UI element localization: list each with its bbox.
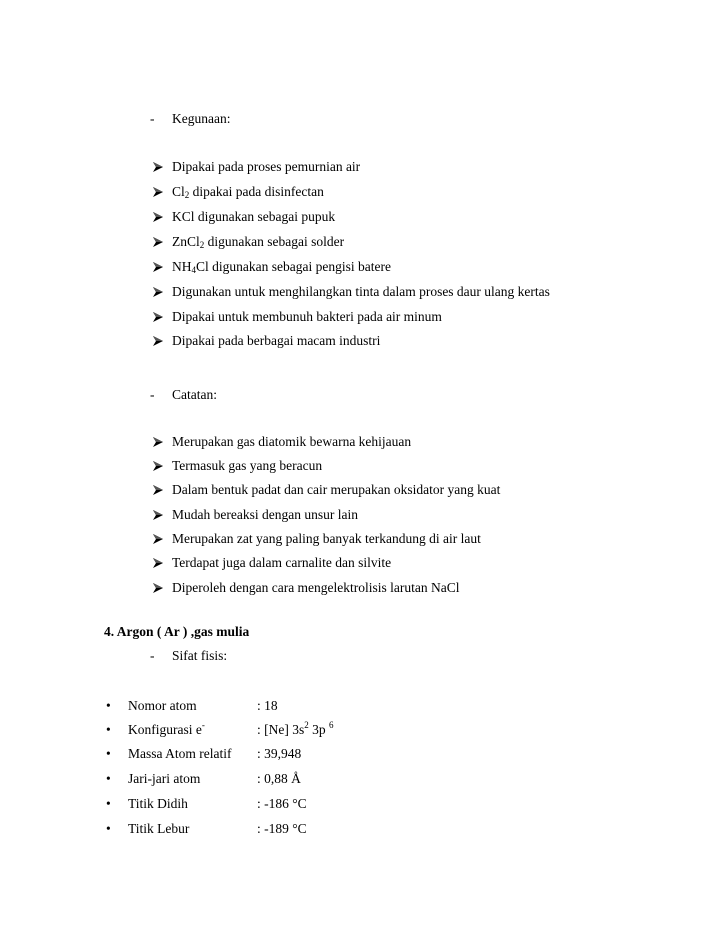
bullet-icon: • <box>106 746 111 761</box>
list-item-text <box>172 309 442 325</box>
property-label <box>128 771 200 787</box>
arrow-bullet-icon <box>152 507 166 523</box>
arrow-bullet-icon <box>152 259 166 275</box>
property-value <box>257 746 301 762</box>
bullet-icon: • <box>106 821 111 836</box>
text-part: ZnCl <box>172 234 200 249</box>
list-item-text <box>172 159 360 175</box>
arrow-bullet-icon <box>152 184 166 200</box>
arrow-bullet-icon <box>152 531 166 547</box>
label-text: Nomor atom <box>128 698 197 713</box>
subscript: 4 <box>191 265 196 275</box>
arrow-bullet-icon <box>152 309 166 325</box>
subscript: 2 <box>199 240 205 250</box>
superscript: 2 <box>304 720 309 730</box>
list-item-text: Mudah bereaksi dengan unsur lain <box>172 507 358 522</box>
list-item-text: Merupakan gas diatomik bewarna kehijauan <box>172 434 412 449</box>
text-part: Dipakai pada proses pemurnian air <box>172 159 361 174</box>
list-item-text <box>172 284 550 300</box>
sifat-fisis-label: Sifat fisis: <box>172 648 228 663</box>
arrow-bullet-icon <box>152 458 166 474</box>
arrow-bullet-icon <box>152 284 166 300</box>
dash-marker: - <box>150 387 155 402</box>
property-value <box>257 722 334 738</box>
property-value <box>257 821 307 837</box>
value-text: : 0,88 Å <box>257 771 301 786</box>
value-text: 3p <box>308 722 329 737</box>
list-item-text <box>172 184 324 200</box>
text-part: dipakai pada disinfectan <box>189 184 324 199</box>
bullet-icon: • <box>106 722 111 737</box>
text-part: Cl digunakan sebagai pengisi batere <box>196 259 391 274</box>
list-item-text: Dalam bentuk padat dan cair merupakan oksidator yang kuat <box>172 482 501 497</box>
superscript: 6 <box>329 720 334 730</box>
bullet-icon: • <box>106 796 111 811</box>
list-item-text: Terdapat juga dalam carnalite dan silvite <box>172 555 392 570</box>
label-text: Titik Didih <box>128 796 188 811</box>
property-value <box>257 698 278 714</box>
value-text: : 18 <box>257 698 278 713</box>
superscript: - <box>201 720 205 730</box>
property-label <box>128 796 188 812</box>
text-part: Dipakai untuk membunuh bakteri pada air minum <box>172 309 442 324</box>
dash-marker: - <box>150 648 155 663</box>
list-item-text <box>172 259 391 275</box>
arrow-bullet-icon <box>152 209 166 225</box>
value-text: : -189 °C <box>257 821 307 836</box>
text-part: KCl digunakan sebagai pupuk <box>172 209 336 224</box>
property-label <box>128 746 231 762</box>
arrow-bullet-icon <box>152 482 166 498</box>
list-item-text <box>172 333 380 349</box>
property-label <box>128 821 189 837</box>
list-item-text: Merupakan zat yang paling banyak terkandung di air laut <box>172 531 481 546</box>
property-value <box>257 796 307 812</box>
label-text: Titik Lebur <box>128 821 190 836</box>
catatan-label: Catatan: <box>172 387 217 402</box>
property-label <box>128 698 197 714</box>
list-item-text: Diperoleh dengan cara mengelektrolisis larutan NaCl <box>172 580 460 595</box>
list-item-text: Termasuk gas yang beracun <box>172 458 323 473</box>
value-text: : [Ne] 3s <box>257 722 305 737</box>
text-part: digunakan sebagai solder <box>204 234 345 249</box>
property-value <box>257 771 301 787</box>
bullet-icon: • <box>106 771 111 786</box>
text-part: Cl <box>172 184 185 199</box>
arrow-bullet-icon <box>152 333 166 349</box>
kegunaan-label: Kegunaan: <box>172 111 231 126</box>
arrow-bullet-icon <box>152 580 166 596</box>
text-part: Digunakan untuk menghilangkan tinta dalam proses daur ulang kertas <box>172 284 550 299</box>
property-label <box>128 722 205 738</box>
text-part: NH <box>172 259 192 274</box>
argon-heading: 4. Argon ( Ar ) ,gas mulia <box>104 624 250 639</box>
bullet-icon: • <box>106 698 111 713</box>
value-text: : 39,948 <box>257 746 302 761</box>
label-text: Massa Atom relatif <box>128 746 232 761</box>
list-item-text <box>172 209 335 225</box>
arrow-bullet-icon <box>152 234 166 250</box>
arrow-bullet-icon <box>152 555 166 571</box>
text-part: Dipakai pada berbagai macam industri <box>172 333 381 348</box>
arrow-bullet-icon <box>152 159 166 175</box>
label-text: Konfigurasi e <box>128 722 202 737</box>
value-text: : -186 °C <box>257 796 307 811</box>
list-item-text <box>172 234 344 250</box>
arrow-bullet-icon <box>152 434 166 450</box>
label-text: Jari-jari atom <box>128 771 201 786</box>
dash-marker: - <box>150 111 155 126</box>
subscript: 2 <box>184 190 190 200</box>
